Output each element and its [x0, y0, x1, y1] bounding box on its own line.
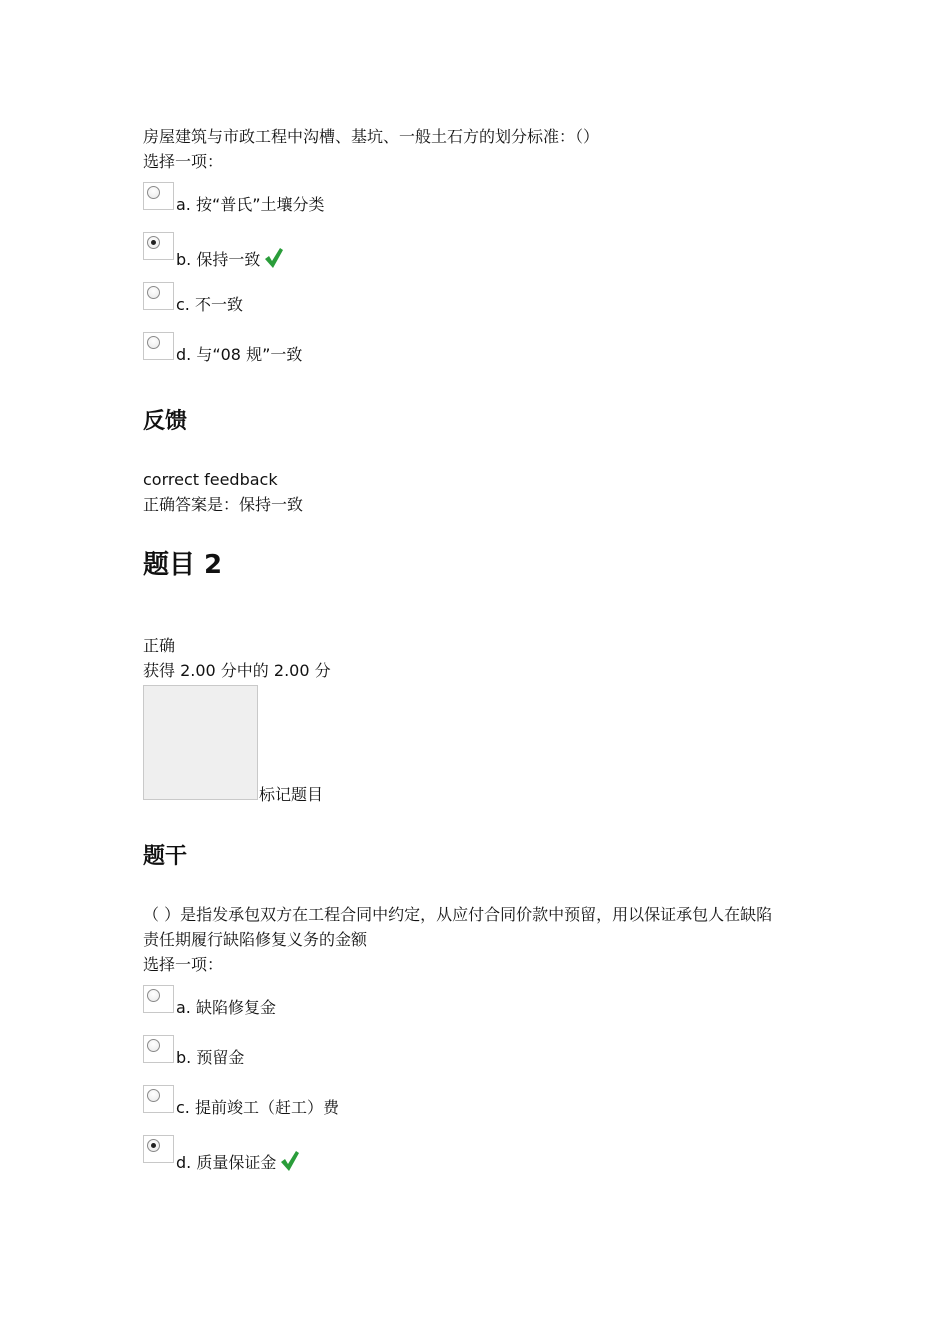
feedback-text: correct feedback [143, 470, 278, 489]
question-1-prompt: 选择一项： [143, 152, 224, 171]
question-2-stem-line-1: （ ）是指发承包双方在工程合同中约定，从应付合同价款中预留，用以保证承包人在缺陷 [143, 905, 773, 924]
flag-question-label[interactable]: 标记题目 [259, 785, 324, 804]
checkmark-icon [280, 1150, 300, 1172]
q1-option-c-label[interactable]: c. 不一致 [176, 295, 243, 314]
question-2-prompt: 选择一项： [143, 955, 224, 974]
question-1-stem: 房屋建筑与市政工程中沟槽、基坑、一般土石方的划分标准：（） [143, 127, 600, 146]
q2-option-b-label[interactable]: b. 预留金 [176, 1048, 245, 1067]
correct-answer-text: 正确答案是：保持一致 [143, 495, 304, 514]
radio-icon [147, 286, 160, 299]
radio-selected-dot [151, 1143, 156, 1148]
checkmark-icon [264, 247, 284, 269]
q1-option-a-label[interactable]: a. 按“普氏”土壤分类 [176, 195, 325, 214]
question-2-grade: 获得 2.00 分中的 2.00 分 [143, 661, 331, 680]
radio-icon [147, 1089, 160, 1102]
q1-option-c-radio[interactable] [143, 282, 174, 310]
q2-option-d-label: d. 质量保证金 [176, 1153, 277, 1172]
radio-icon [147, 989, 160, 1002]
question-2-status: 正确 [143, 636, 176, 655]
q2-option-b-radio[interactable] [143, 1035, 174, 1063]
radio-icon [147, 1039, 160, 1052]
stem-heading: 题干 [143, 844, 188, 869]
radio-icon [147, 186, 160, 199]
radio-icon [147, 336, 160, 349]
radio-selected-dot [151, 240, 156, 245]
q2-option-c-radio[interactable] [143, 1085, 174, 1113]
radio-icon [147, 1139, 160, 1152]
q2-option-c-label[interactable]: c. 提前竣工（赶工）费 [176, 1098, 339, 1117]
flag-question-image[interactable] [143, 685, 258, 800]
radio-icon [147, 236, 160, 249]
q1-option-a-radio[interactable] [143, 182, 174, 210]
q2-option-d-radio[interactable] [143, 1135, 174, 1163]
q1-option-b[interactable] [176, 247, 284, 269]
q2-option-d[interactable] [176, 1150, 300, 1172]
q2-option-a-radio[interactable] [143, 985, 174, 1013]
q1-option-d-label[interactable]: d. 与“08 规”一致 [176, 345, 303, 364]
question-2-stem-line-2: 责任期履行缺陷修复义务的金额 [143, 930, 368, 949]
q2-option-a-label[interactable]: a. 缺陷修复金 [176, 998, 276, 1017]
q1-option-d-radio[interactable] [143, 332, 174, 360]
feedback-heading: 反馈 [143, 409, 188, 434]
q1-option-b-radio[interactable] [143, 232, 174, 260]
q1-option-b-label: b. 保持一致 [176, 250, 261, 269]
question-2-title: 题目 2 [143, 550, 223, 580]
